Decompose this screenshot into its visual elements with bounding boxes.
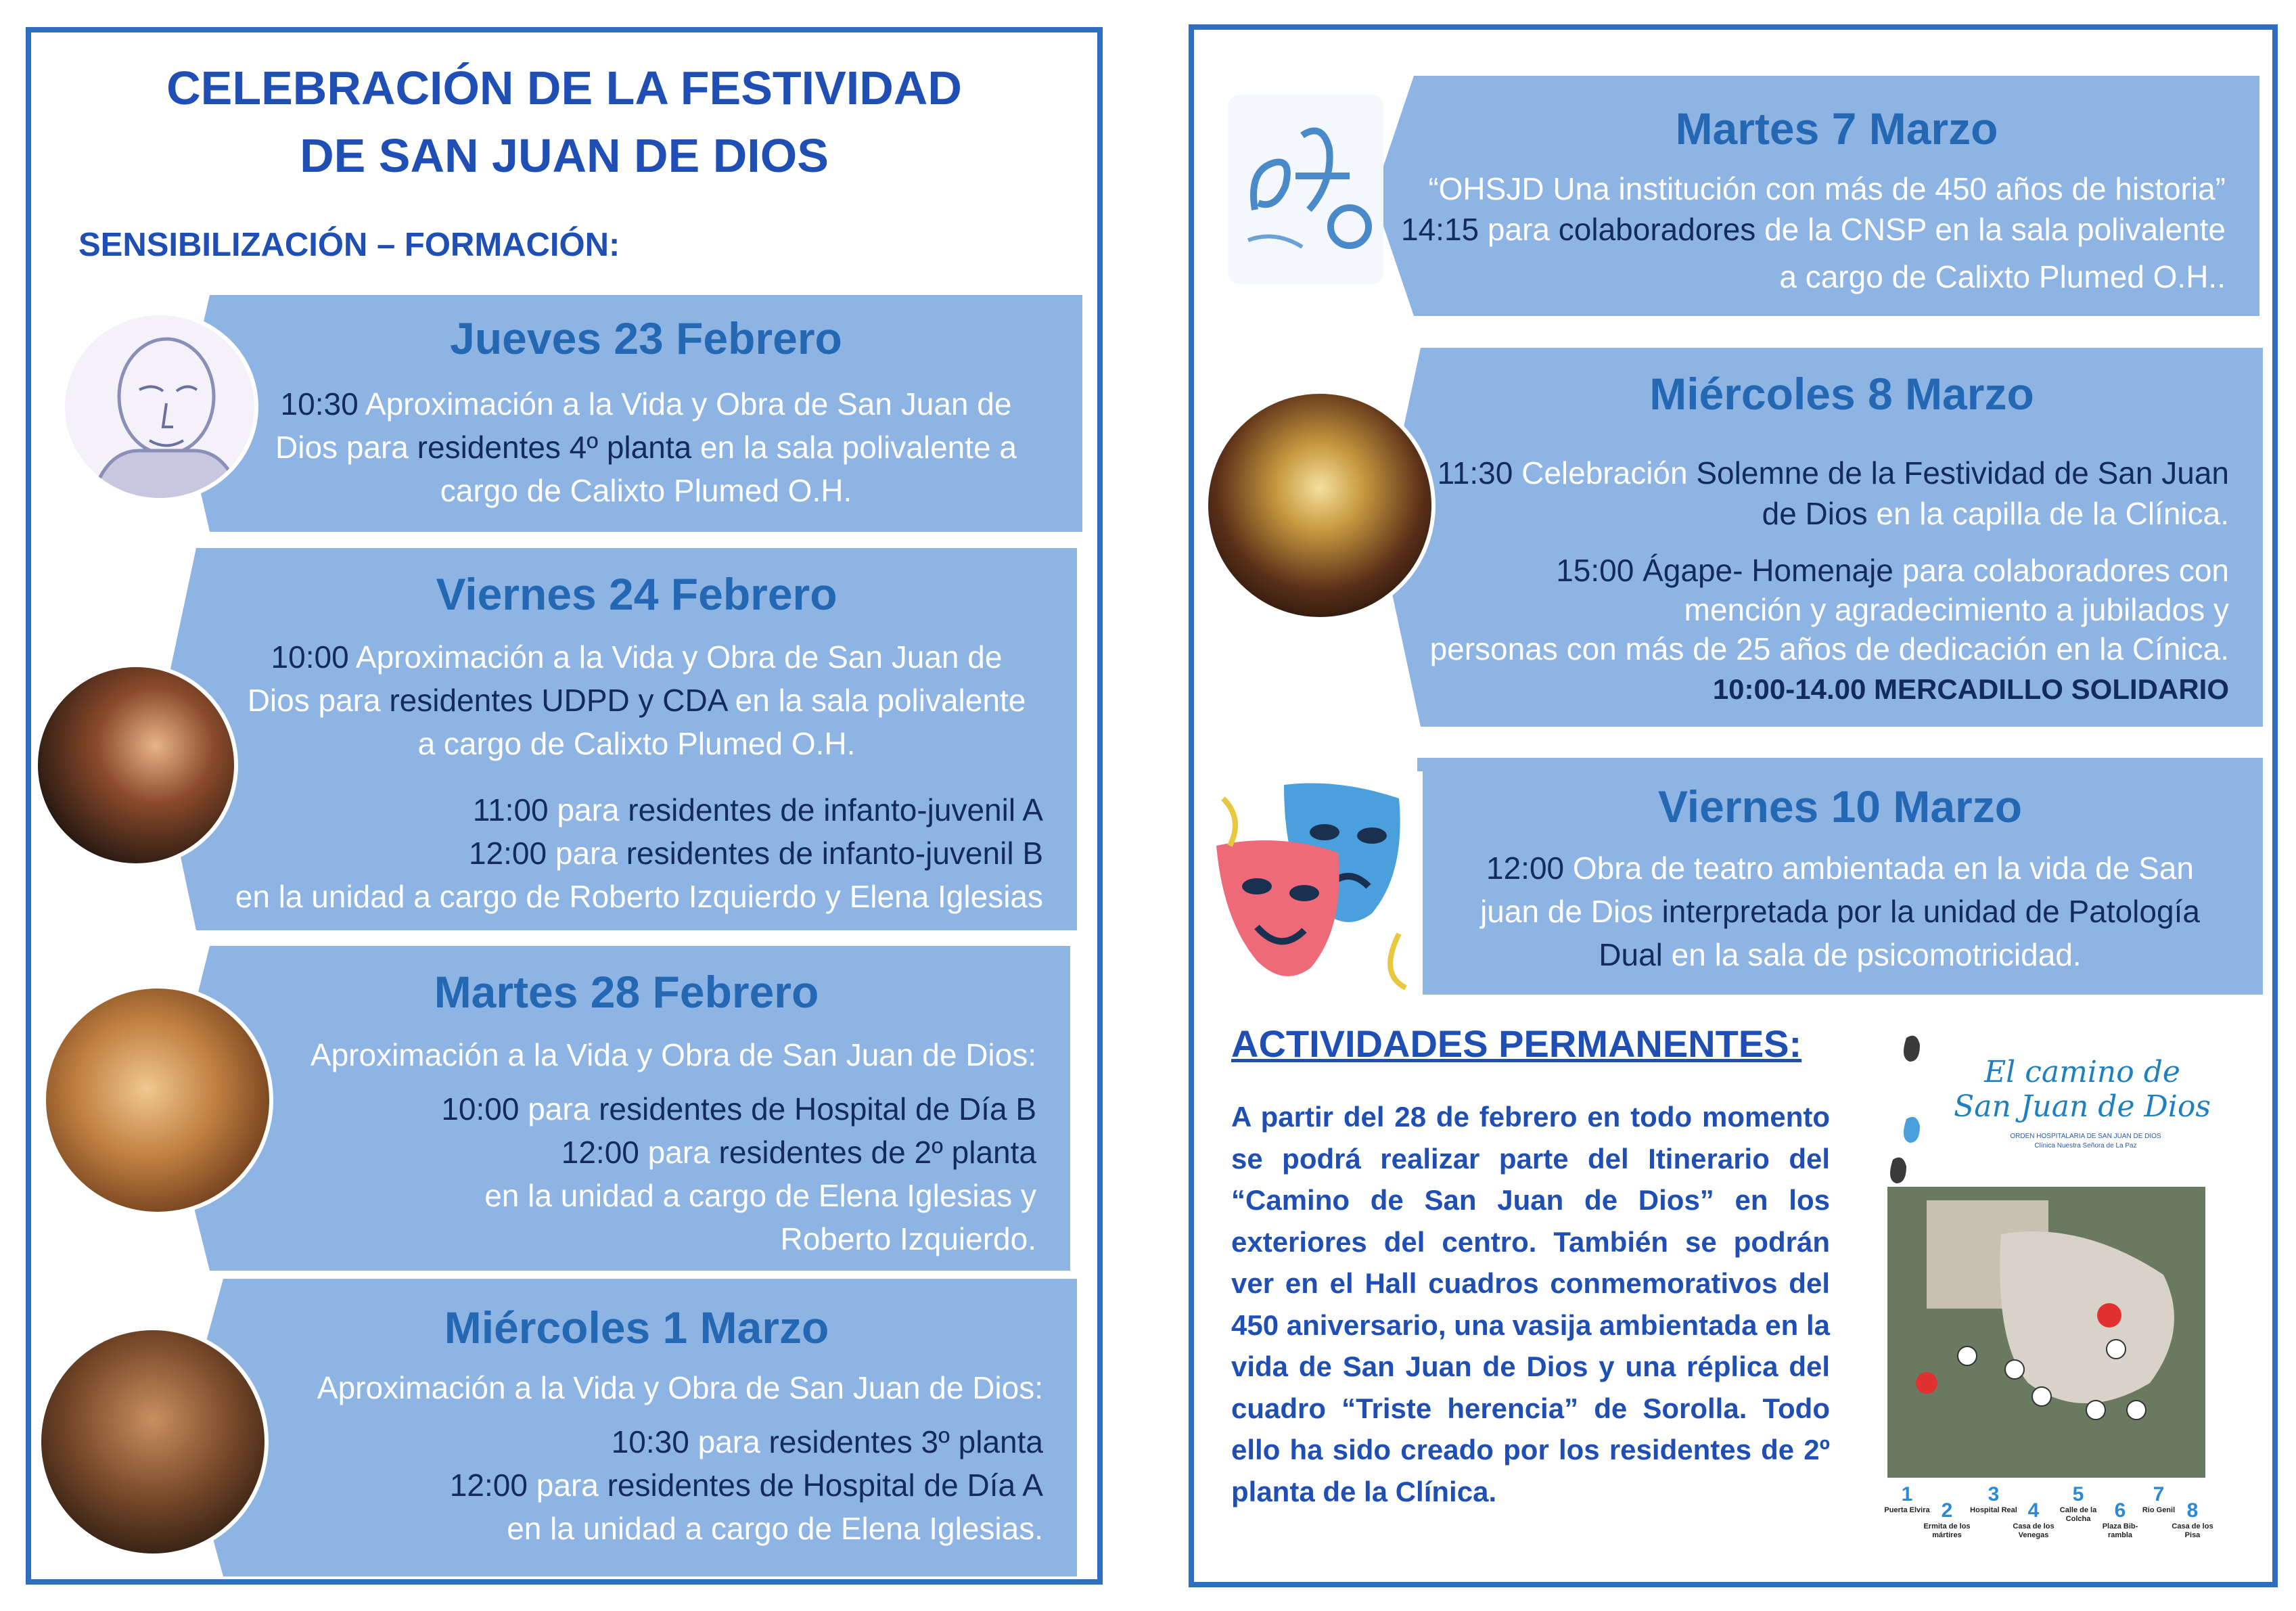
card-line: 11:00 para residentes de infanto-juvenil A xyxy=(472,792,1043,827)
ohsjd-logo-image xyxy=(1228,95,1383,284)
card-line: en la unidad a cargo de Elena Iglesias. xyxy=(507,1511,1043,1546)
card-line: a cargo de Calixto Plumed O.H.. xyxy=(1779,259,2226,294)
card-line: Dios para residentes UDPD y CDA en la sala polivalente xyxy=(247,683,1026,718)
activities-text: A partir del 28 de febrero en todo momento se podrá realizar parte del Itinerario del “Camino de San Juan de Dios” en los exteriores del centro. También se podrán ver en el Hall cuadros conmemorativos del 450 aniversario, una vasija ambientada en la vida de San Juan de Dios y una réplica del cuadro “Triste herencia” de Sorolla. Todo ello ha sido creado por los residentes de 2º planta de la Clínica. xyxy=(1231,1101,1830,1507)
map-legend xyxy=(1883,1483,2215,1564)
card-line: 10:30 Aproximación a la Vida y Obra de San Juan de xyxy=(280,386,1012,422)
card-line: 11:30 Celebración Solemne de la Festividad de San Juan xyxy=(1437,455,2229,491)
card-line: mención y agradecimiento a jubilados y xyxy=(1684,592,2229,627)
card-line: 12:00 para residentes de 2º planta xyxy=(561,1135,1036,1170)
card-viernes24 xyxy=(196,548,1077,930)
card-line: 10:00 para residentes de Hospital de Día B xyxy=(441,1091,1036,1127)
card-line: a cargo de Calixto Plumed O.H. xyxy=(417,726,856,761)
card-day-title: Martes 28 Febrero xyxy=(434,967,819,1017)
card-line: personas con más de 25 años de dedicación en la Cínica. xyxy=(1429,631,2229,666)
card-line: 12:00 para residentes de Hospital de Día A xyxy=(449,1468,1043,1503)
card-line: juan de Dios interpretada por la unidad de Patología xyxy=(1480,894,2200,929)
card-day-title: Viernes 24 Febrero xyxy=(436,569,837,619)
legend-item: 5 Calle de la Colcha xyxy=(2059,1483,2097,1523)
card-line: 12:00 para residentes de infanto-juvenil B xyxy=(468,836,1043,871)
theater-masks-icon xyxy=(1203,771,1423,998)
card-line: Aproximación a la Vida y Obra de San Juan de Dios: xyxy=(310,1037,1036,1072)
card-miercoles8 xyxy=(1421,348,2263,727)
section-subtitle: SENSIBILIZACIÓN – FORMACIÓN: xyxy=(78,227,620,263)
card-line: Dual en la sala de psicomotricidad. xyxy=(1599,937,2082,972)
card-day-title: Miércoles 8 Marzo xyxy=(1649,369,2034,419)
card-line: cargo de Calixto Plumed O.H. xyxy=(440,473,852,508)
map-header-small: ORDEN HOSPITALARIA DE SAN JUAN DE DIOS xyxy=(2010,1133,2161,1140)
map-title-line2: San Juan de Dios xyxy=(1954,1089,2211,1124)
legend-item: 3 Hospital Real xyxy=(1970,1483,2017,1514)
monstrance-image xyxy=(1204,390,1436,621)
saint-painting-image xyxy=(34,663,238,867)
legend-item: 8 Casa de los Pisa xyxy=(2172,1499,2213,1539)
card-line: 10:00-14.00 MERCADILLO SOLIDARIO xyxy=(1712,673,2229,705)
saint-portrait-image xyxy=(37,1326,269,1558)
card-martes28 xyxy=(210,946,1070,1271)
card-day-title: Martes 7 Marzo xyxy=(1675,104,1998,154)
card-line: en la unidad a cargo de Elena Iglesias y xyxy=(484,1178,1036,1213)
legend-item: 7 Rio Genil xyxy=(2142,1483,2176,1514)
legend-item: 2 Ermita de los mártires xyxy=(1923,1499,1971,1539)
card-line: 14:15 para colaboradores de la CNSP en la sala polivalente xyxy=(1401,212,2226,247)
camino-map-image xyxy=(1879,1031,2216,1566)
card-line: 15:00 Ágape- Homenaje para colaboradores con xyxy=(1556,553,2229,588)
card-viernes10 xyxy=(1417,758,2263,995)
card-line: 10:30 para residentes 3º planta xyxy=(611,1424,1043,1459)
card-line: de Dios en la capilla de la Clínica. xyxy=(1762,496,2229,531)
card-line: “OHSJD Una institución con más de 450 años de historia” xyxy=(1428,171,2226,206)
card-line: Roberto Izquierdo. xyxy=(780,1221,1036,1256)
card-day-title: Miércoles 1 Marzo xyxy=(444,1302,829,1353)
map-header-small2: Clínica Nuestra Señora de La Paz xyxy=(2034,1142,2137,1150)
page-title-line1: CELEBRACIÓN DE LA FESTIVIDAD xyxy=(166,62,962,114)
card-miercoles1 xyxy=(223,1279,1077,1576)
legend-item: 4 Casa de los Venegas xyxy=(2013,1499,2054,1539)
legend-item: 6 Plaza Bib-rambla xyxy=(2102,1499,2138,1539)
saint-charity-painting-image xyxy=(42,984,273,1216)
card-line: 10:00 Aproximación a la Vida y Obra de San Juan de xyxy=(271,639,1003,675)
saint-sketch-image xyxy=(61,311,258,502)
card-line: Dios para residentes 4º planta en la sala polivalente a xyxy=(275,430,1017,465)
activities-title: ACTIVIDADES PERMANENTES: xyxy=(1231,1022,1802,1065)
map-title-line1: El camino de xyxy=(1984,1055,2180,1089)
card-martes7 xyxy=(1401,76,2259,316)
legend-item: 1 Puerta Elvira xyxy=(1884,1483,1930,1514)
card-day-title: Viernes 10 Marzo xyxy=(1657,781,2023,832)
card-line: Aproximación a la Vida y Obra de San Juan de Dios: xyxy=(317,1370,1043,1405)
card-line: en la unidad a cargo de Roberto Izquierdo y Elena Iglesias xyxy=(235,879,1043,914)
card-jueves xyxy=(210,295,1082,532)
page-title-line2: DE SAN JUAN DE DIOS xyxy=(300,129,829,182)
card-day-title: Jueves 23 Febrero xyxy=(450,313,842,363)
card-line: 12:00 Obra de teatro ambientada en la vida de San xyxy=(1486,850,2194,886)
